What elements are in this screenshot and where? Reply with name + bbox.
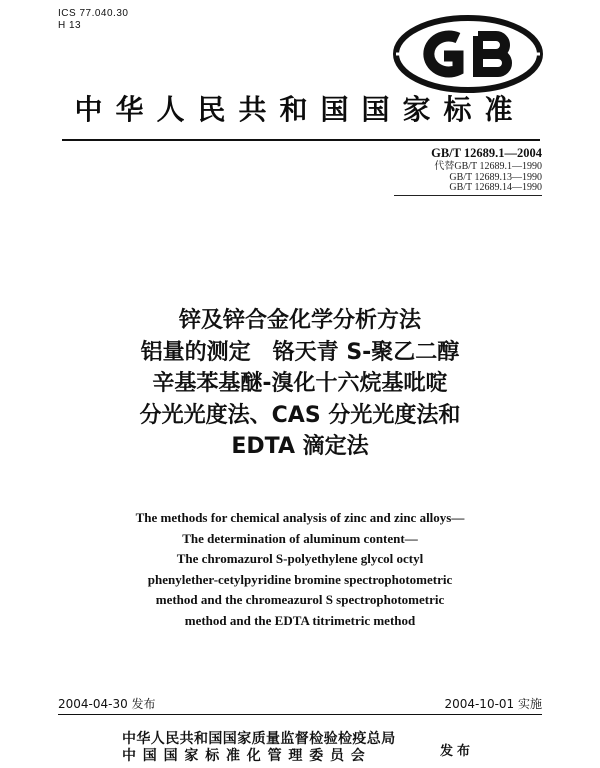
gb-logo (392, 14, 544, 94)
publish-label: 发布 (440, 744, 475, 759)
chinese-title (0, 305, 600, 463)
english-title-line: phenylether-cetylpyridine bromine spectrophotometric (147, 571, 453, 587)
implementation-date: 2004-10-01 实施 (444, 697, 542, 711)
replaces-list (434, 162, 542, 194)
chinese-title-line: 锌及锌合金化学分析方法 (178, 308, 421, 333)
english-title-line: The methods for chemical analysis of zinc and zinc alloys— (135, 510, 465, 525)
english-title-line: The chromazurol S-polyethylene glycol octyl (176, 551, 424, 566)
chinese-title-line: 辛基苯基醚-溴化十六烷基吡啶 (152, 371, 448, 396)
publisher-names (122, 731, 396, 765)
standard-category-title: 中华人民共和国国家标准 (74, 93, 526, 126)
standard-code: GB/T 12689.1—2004 (431, 146, 542, 160)
date-divider (58, 714, 542, 715)
code-divider (394, 195, 542, 196)
english-title (0, 508, 600, 631)
replaces-item: GB/T 12689.13—1990 (449, 171, 542, 183)
english-title-line: method and the EDTA titrimetric method (184, 612, 416, 628)
title-divider (62, 139, 540, 141)
english-title-line: method and the chromeazurol S spectrophotometric (155, 592, 445, 607)
chinese-title-line: 铝量的测定 铬天青 S-聚乙二醇 (140, 339, 460, 365)
replaces-item: GB/T 12689.14—1990 (449, 182, 542, 193)
ccs-code: H 13 (58, 20, 82, 31)
ics-code: ICS 77.040.30 (58, 8, 129, 19)
publisher-name: 中华人民共和国国家质量监督检验检疫总局 (122, 731, 396, 747)
issue-date: 2004-04-30 发布 (58, 697, 156, 711)
publisher-name: 中国国家标准化管理委员会 (122, 748, 372, 764)
english-title-line: The determination of aluminum content— (182, 530, 418, 546)
chinese-title-line: 分光光度法、CAS 分光光度法和 (139, 402, 461, 428)
replaces-item: 代替GB/T 12689.1—1990 (434, 161, 542, 172)
chinese-title-line: EDTA 滴定法 (231, 434, 369, 459)
